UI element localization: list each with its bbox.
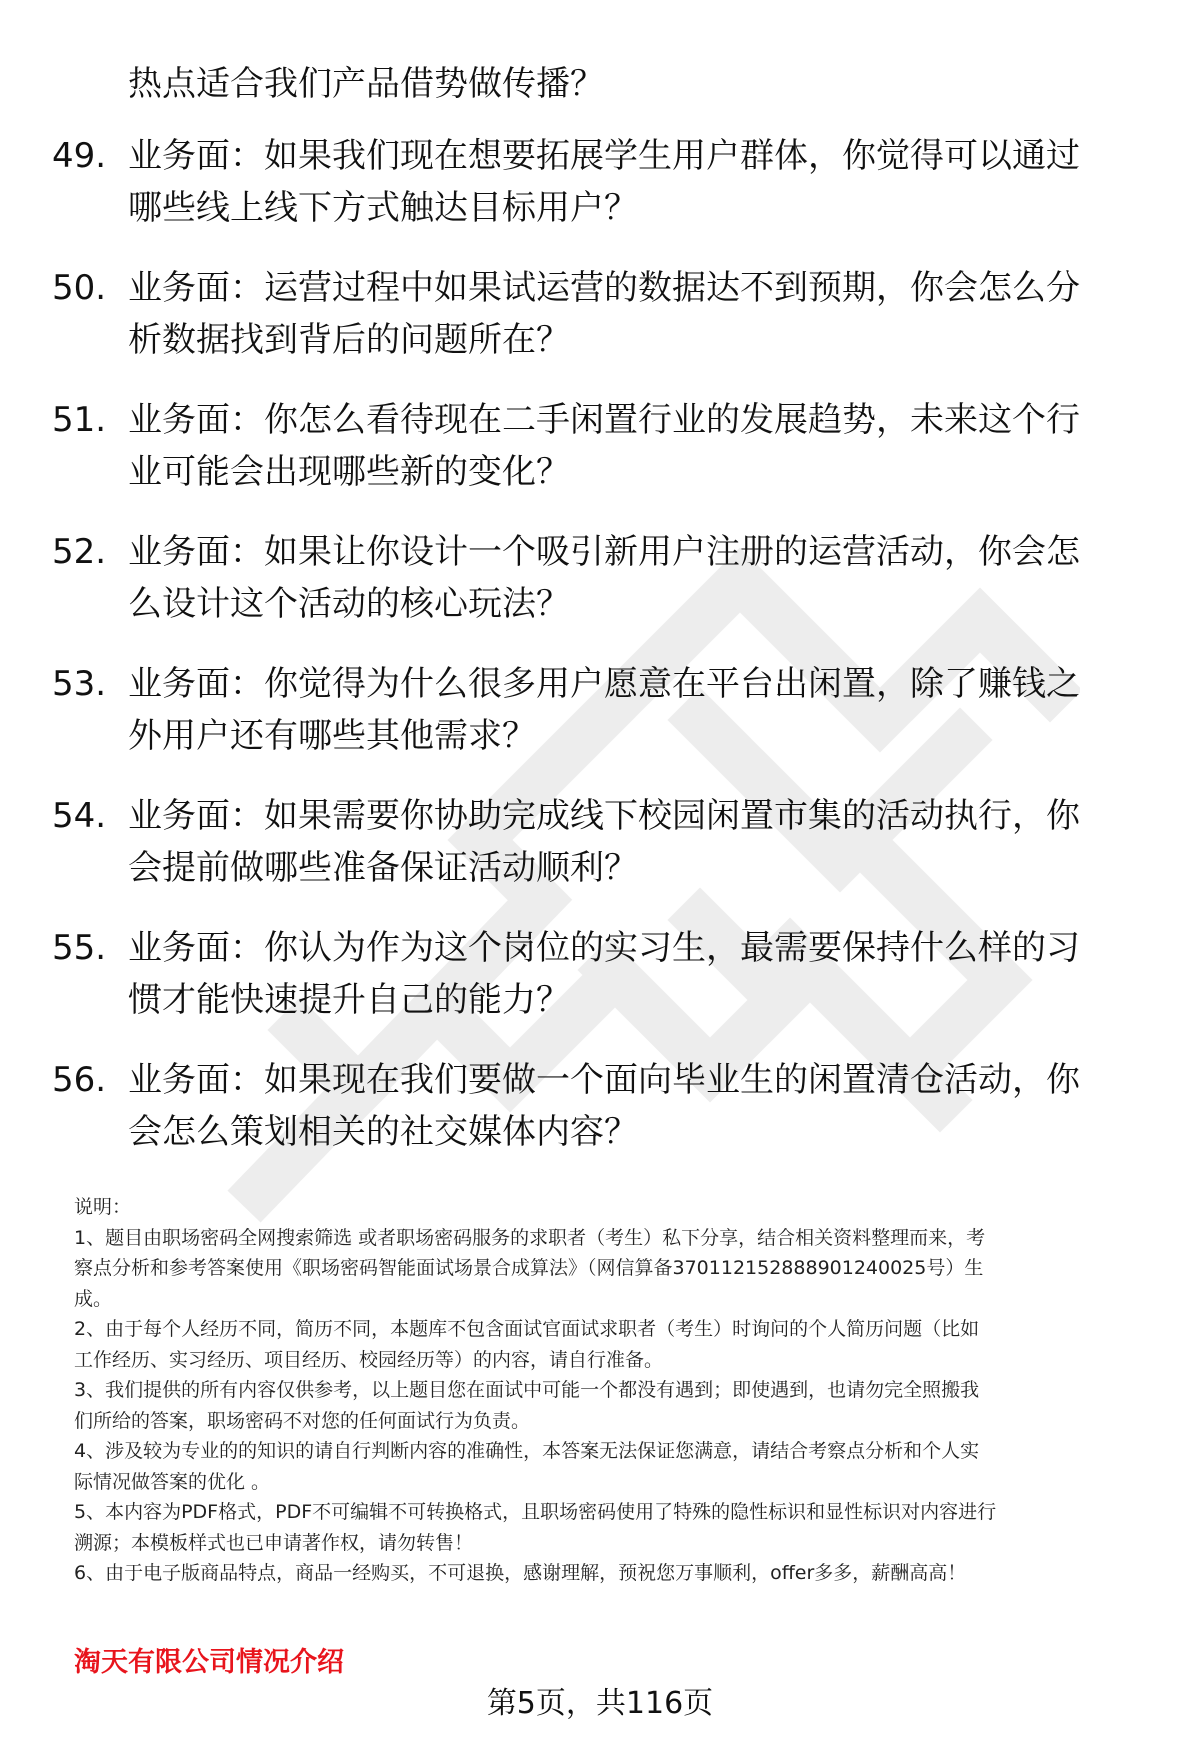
notes-title: 说明： (74, 1196, 132, 1218)
question-text-line: 业务面：运营过程中如果试运营的数据达不到预期，你会怎么分 (128, 268, 1080, 308)
question-text-line: 业务面：如果需要你协助完成线下校园闲置市集的活动执行，你 (128, 796, 1080, 836)
question-text-line: 业务面：如果我们现在想要拓展学生用户群体，你觉得可以通过 (128, 136, 1080, 176)
question-item (0, 1054, 1200, 1164)
question-text-line: 外用户还有哪些其他需求？ (128, 716, 536, 756)
notes-line: 2、由于每个人经历不同，简历不同，本题库不包含面试官面试求职者（考生）时询问的个人简历问题（比如 (74, 1318, 980, 1340)
question-item (0, 394, 1200, 504)
notes-line: 3、我们提供的所有内容仅供参考，以上题目您在面试中可能一个都没有遇到；即使遇到，也请勿完全照搬我 (74, 1379, 980, 1401)
question-number: 49. (52, 136, 107, 176)
question-text-line: 么设计这个活动的核心玩法？ (128, 584, 570, 624)
question-text-line: 业务面：你认为作为这个岗位的实习生，最需要保持什么样的习 (128, 928, 1080, 968)
notes-line: 工作经历、实习经历、项目经历、校园经历等）的内容，请自行准备。 (74, 1348, 664, 1371)
question-number: 53. (52, 664, 107, 704)
question-text-line: 业务面：如果让你设计一个吸引新用户注册的运营活动，你会怎 (128, 532, 1080, 572)
notes-section (74, 1192, 1154, 1589)
question-item (0, 790, 1200, 900)
question-number: 55. (52, 928, 107, 968)
question-text-line: 惯才能快速提升自己的能力？ (128, 980, 570, 1020)
question-continuation: 热点适合我们产品借势做传播？ (128, 64, 604, 104)
question-number: 54. (52, 796, 107, 836)
question-item (0, 922, 1200, 1032)
question-item (0, 262, 1200, 372)
notes-line: 1、题目由职场密码全网搜索筛选 或者职场密码服务的求职者（考生）私下分享，结合相关资料整理而来，考 (74, 1226, 986, 1249)
notes-line: 5、本内容为PDF格式，PDF不可编辑不可转换格式，且职场密码使用了特殊的隐性标识和显性标识对内容进行 (74, 1501, 997, 1523)
question-text-line: 业可能会出现哪些新的变化？ (128, 452, 570, 492)
question-text-line: 业务面：你怎么看待现在二手闲置行业的发展趋势，未来这个行 (128, 400, 1080, 440)
notes-line: 4、涉及较为专业的的知识的请自行判断内容的准确性，本答案无法保证您满意，请结合考察点分析和个人实 (74, 1440, 980, 1462)
question-text-line: 业务面：如果现在我们要做一个面向毕业生的闲置清仓活动，你 (128, 1060, 1080, 1100)
question-number: 50. (52, 268, 107, 308)
question-item (0, 526, 1200, 636)
notes-line: 际情况做答案的优化 。 (74, 1470, 271, 1493)
notes-line: 们所给的答案，职场密码不对您的任何面试行为负责。 (74, 1409, 531, 1432)
question-item (0, 130, 1200, 240)
notes-line: 溯源；本模板样式也已申请著作权，请勿转售！ (74, 1531, 474, 1554)
question-text-line: 业务面：你觉得为什么很多用户愿意在平台出闲置，除了赚钱之 (128, 664, 1080, 704)
company-intro-heading: 淘天有限公司情况介绍 (74, 1647, 344, 1678)
question-text-line: 哪些线上线下方式触达目标用户？ (128, 188, 638, 228)
notes-line: 6、由于电子版商品特点，商品一经购买，不可退换，感谢理解，预祝您万事顺利，offer多多，薪酬高高！ (74, 1562, 967, 1584)
page-indicator: 第5页，共116页 (486, 1686, 714, 1721)
question-number: 56. (52, 1060, 107, 1100)
question-text-line: 析数据找到背后的问题所在？ (128, 320, 570, 360)
question-text-line: 会怎么策划相关的社交媒体内容？ (128, 1112, 638, 1152)
question-item (0, 658, 1200, 768)
question-number: 52. (52, 532, 107, 572)
question-number: 51. (52, 400, 107, 440)
notes-line: 察点分析和参考答案使用《职场密码智能面试场景合成算法》（网信算备370112152888901240025号）生 (74, 1257, 984, 1279)
notes-line: 成。 (74, 1287, 113, 1310)
question-text-line: 会提前做哪些准备保证活动顺利？ (128, 848, 638, 888)
